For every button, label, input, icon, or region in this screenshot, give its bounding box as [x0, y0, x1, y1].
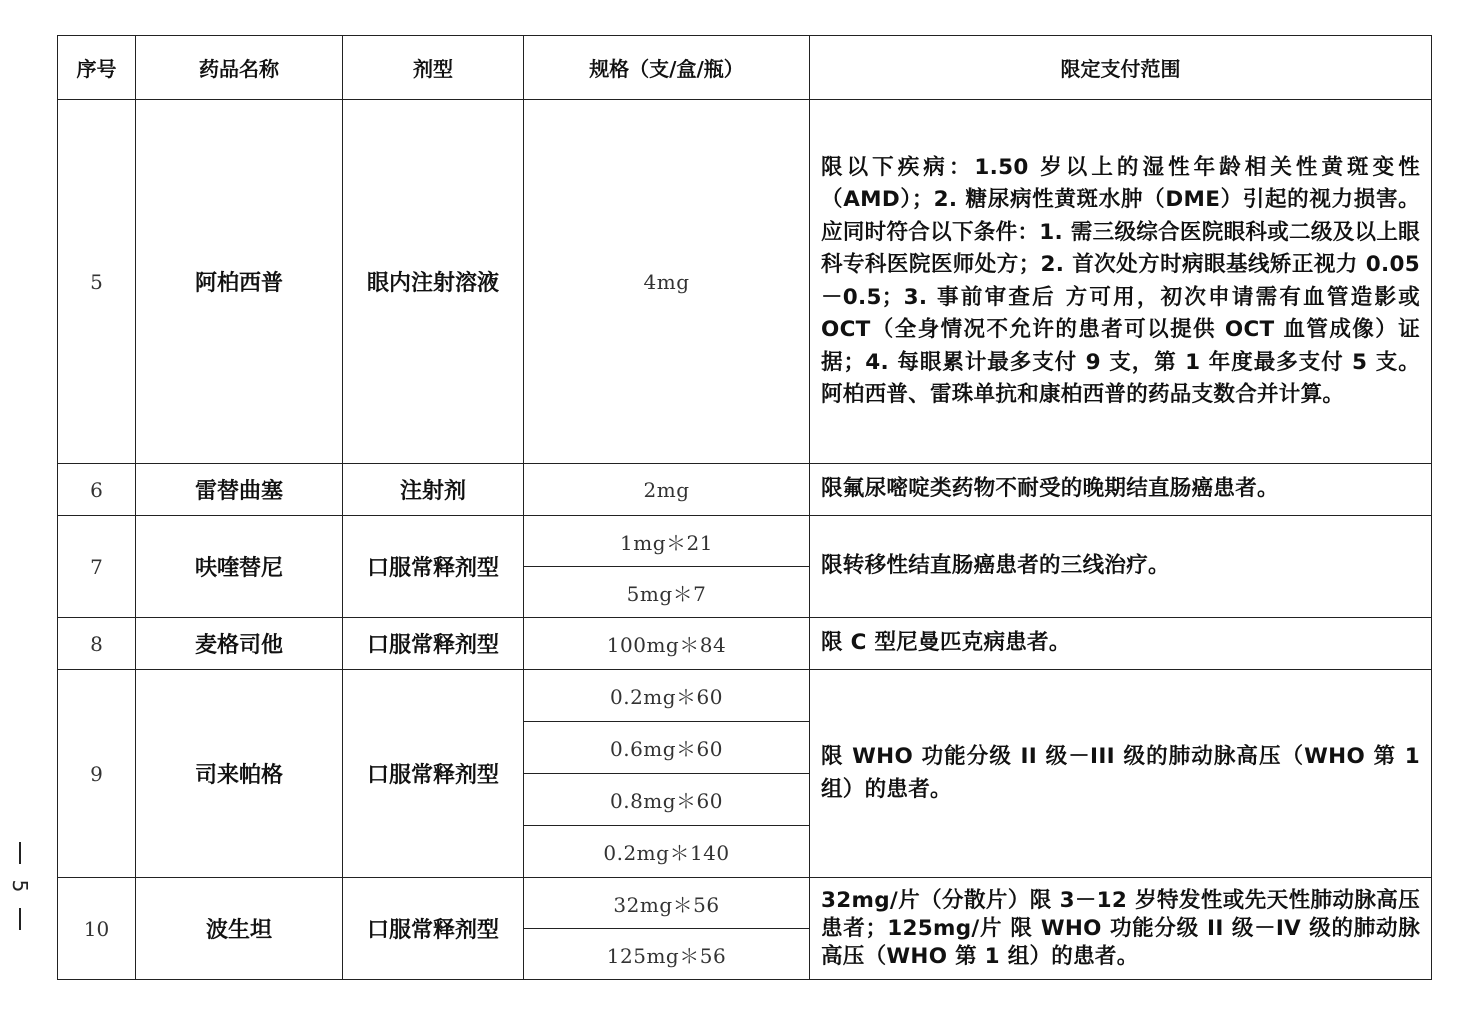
- table-row: [58, 670, 1432, 722]
- drug-name: 麦格司他: [136, 618, 343, 670]
- header-no: 序号: [58, 36, 136, 100]
- spec: 2mg: [524, 464, 810, 516]
- payment-scope: 限以下疾病：1.50 岁以上的湿性年龄相关性黄斑变性（AMD）；2. 糖尿病性黄斑水肿（DME）引起的视力损害。应同时符合以下条件：1. 需三级综合医院眼科或二级及以上眼科专科医院医师处方；2. 首次处方时病眼基线矫正视力 0.05－0.5；3. 事前审查后 方可用，初次申请需有血管造影或 OCT（全身情况不允许的患者可以提供 OCT 血管成像）证据；4. 每眼累计最多支付 9 支，第 1 年度最多支付 5 支。阿柏西普、雷珠单抗和康柏西普的药品支数合并计算。: [810, 100, 1432, 464]
- page-number-marker: [6, 842, 34, 930]
- spec: 125mg＊56: [524, 929, 810, 980]
- header-spec: 规格（支/盒/瓶）: [524, 36, 810, 100]
- drug-name: 波生坦: [136, 878, 343, 980]
- spec: 0.2mg＊60: [524, 670, 810, 722]
- header-scope: 限定支付范围: [810, 36, 1432, 100]
- row-no: 7: [58, 516, 136, 618]
- table-row: [58, 878, 1432, 929]
- spec: 100mg＊84: [524, 618, 810, 670]
- spec: 0.2mg＊140: [524, 826, 810, 878]
- drug-name: 呋喹替尼: [136, 516, 343, 618]
- dosage-form: 口服常释剂型: [343, 670, 524, 878]
- dosage-form: 口服常释剂型: [343, 516, 524, 618]
- spec: 1mg＊21: [524, 516, 810, 567]
- spec: 5mg＊7: [524, 567, 810, 618]
- page-number-dash-top: [19, 842, 21, 864]
- page-number: 5: [8, 879, 32, 893]
- payment-scope: 限 WHO 功能分级 II 级－III 级的肺动脉高压（WHO 第 1 组）的患者。: [810, 670, 1432, 878]
- header-row: [58, 36, 1432, 100]
- row-no: 5: [58, 100, 136, 464]
- spec: 0.6mg＊60: [524, 722, 810, 774]
- drug-table: [57, 35, 1432, 980]
- dosage-form: 眼内注射溶液: [343, 100, 524, 464]
- dosage-form: 口服常释剂型: [343, 878, 524, 980]
- drug-name: 司来帕格: [136, 670, 343, 878]
- drug-name: 阿柏西普: [136, 100, 343, 464]
- table-row: [58, 516, 1432, 567]
- dosage-form: 口服常释剂型: [343, 618, 524, 670]
- table-row: [58, 100, 1432, 464]
- payment-scope: 32mg/片（分散片）限 3－12 岁特发性或先天性肺动脉高压患者；125mg/片 限 WHO 功能分级 II 级－IV 级的肺动脉高压（WHO 第 1 组）的患者。: [810, 878, 1432, 980]
- header-form: 剂型: [343, 36, 524, 100]
- row-no: 6: [58, 464, 136, 516]
- row-no: 8: [58, 618, 136, 670]
- spec: 0.8mg＊60: [524, 774, 810, 826]
- spec: 32mg＊56: [524, 878, 810, 929]
- header-name: 药品名称: [136, 36, 343, 100]
- row-no: 10: [58, 878, 136, 980]
- page-number-dash-bottom: [19, 908, 21, 930]
- payment-scope: 限 C 型尼曼匹克病患者。: [810, 618, 1432, 670]
- drug-table-container: [57, 35, 1431, 980]
- payment-scope: 限转移性结直肠癌患者的三线治疗。: [810, 516, 1432, 618]
- spec: 4mg: [524, 100, 810, 464]
- dosage-form: 注射剂: [343, 464, 524, 516]
- table-row: [58, 618, 1432, 670]
- drug-name: 雷替曲塞: [136, 464, 343, 516]
- payment-scope: 限氟尿嘧啶类药物不耐受的晚期结直肠癌患者。: [810, 464, 1432, 516]
- row-no: 9: [58, 670, 136, 878]
- table-row: [58, 464, 1432, 516]
